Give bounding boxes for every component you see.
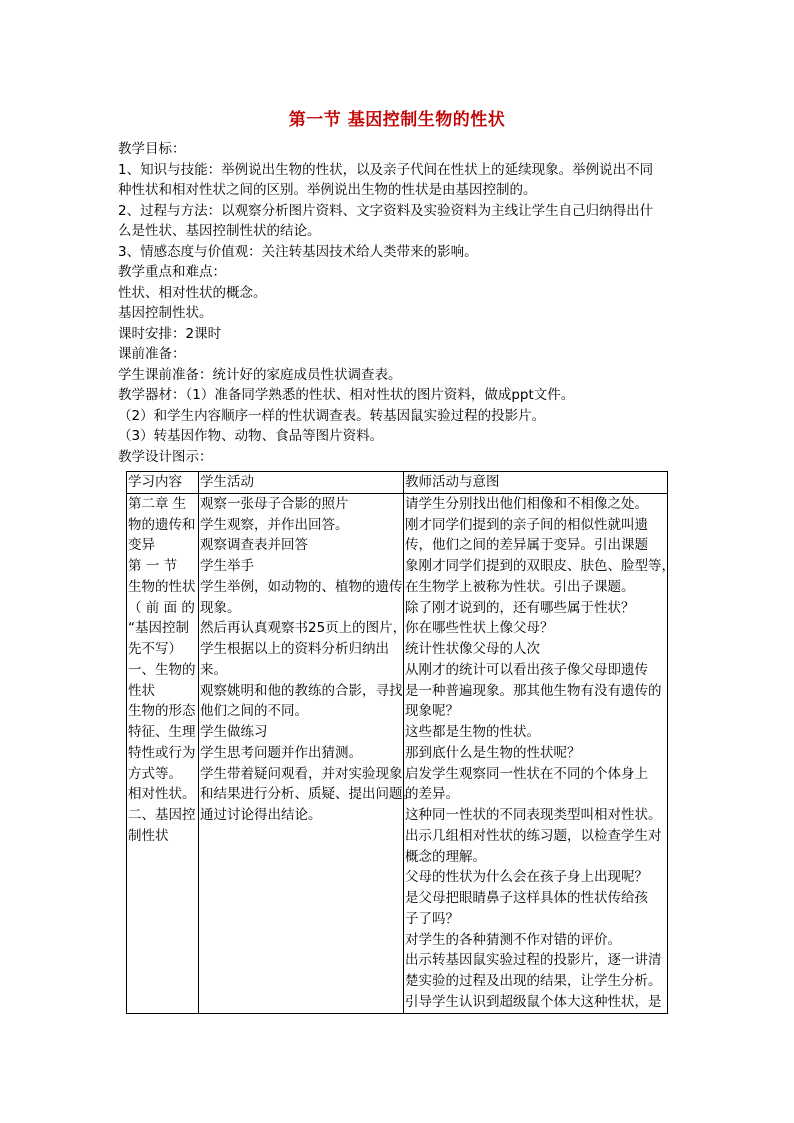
cell-text: 是一种普遍现象。那其他生物有没有遗传的: [405, 682, 662, 699]
cell-text: 相对性状。: [128, 786, 196, 803]
cell-text: 子了吗？: [405, 910, 459, 927]
cell-text: 出示转基因鼠实验过程的投影片，逐一讲清: [405, 952, 662, 969]
cell-text: 第二章 生: [128, 495, 187, 512]
cell-text: 启发学生观察同一性状在不同的个体身上: [405, 765, 648, 782]
cell-text: 概念的理解。: [405, 848, 486, 865]
cell-text: 学生带着疑问观看，并对实验现象: [200, 765, 403, 782]
learning-content-cell: [127, 493, 199, 1013]
cell-text: 现象。: [200, 599, 241, 616]
text-line: 3、情感态度与价值观：关注转基因技术给人类带来的影响。: [118, 243, 478, 260]
page-title: 第一节 基因控制生物的性状: [288, 110, 506, 130]
text-line: （3）转基因作物、动物、食品等图片资料。: [118, 428, 384, 444]
cell-text: 方式等。: [128, 765, 182, 782]
cell-text: 生物的形态: [128, 703, 196, 720]
text-line: 1、知识与技能：举例说出生物的性状，以及亲子代间在性状上的延续现象。举例说出不同: [118, 161, 654, 178]
cell-text: 和结果进行分析、质疑、提出问题。: [200, 786, 416, 803]
cell-text: 一、生物的: [128, 661, 196, 678]
text-line: 教学设计图示：: [118, 448, 213, 465]
text-line: 课时安排：2课时: [118, 325, 222, 342]
text-line: 教学器材：（1）准备同学熟悉的性状、相对性状的图片资料，做成ppt文件。: [118, 387, 575, 403]
text-line: 种性状和相对性状之间的区别。举例说出生物的性状是由基因控制的。: [118, 182, 537, 198]
cell-text: 观察一张母子合影的照片: [200, 495, 349, 512]
header-cell: 学习内容: [127, 472, 199, 494]
cell-text: 变异: [128, 537, 155, 554]
cell-text: 引导学生认识到超级鼠个体大这种性状，是: [405, 993, 662, 1010]
text-line: 2、过程与方法：以观察分析图片资料、文字资料及实验资料为主线让学生自己归纳得出什: [118, 202, 654, 219]
text-line: 教学目标：: [118, 141, 186, 157]
cell-text: 他们之间的不同。: [200, 703, 308, 720]
cell-text: “基因控制: [128, 620, 189, 637]
cell-text: 先不写）: [128, 641, 182, 657]
cell-text: 从刚才的统计可以看出孩子像父母即遗传: [405, 661, 648, 678]
cell-text: 特征、生理: [128, 724, 196, 740]
cell-text: 对学生的各种猜测不作对错的评价。: [405, 931, 621, 948]
cell-text: 物的遗传和: [128, 516, 196, 533]
cell-text: 通过讨论得出结论。: [200, 807, 322, 823]
cell-text: 除了刚才说到的，还有哪些属于性状？: [405, 599, 635, 616]
cell-text: 出示几组相对性状的练习题，以检查学生对: [405, 827, 662, 844]
text-line: 么是性状、基因控制性状的结论。: [118, 223, 321, 239]
cell-text: 那到底什么是生物的性状呢？: [405, 744, 581, 761]
cell-text: 的差异。: [405, 786, 459, 803]
text-line: 教学重点和难点：: [118, 264, 226, 280]
header-cell: 学生活动: [199, 472, 404, 494]
cell-text: 观察姚明和他的教练的合影，寻找: [200, 682, 403, 699]
text-line: （2）和学生内容顺序一样的性状调查表。转基因鼠实验过程的投影片。: [118, 407, 546, 424]
header-cell: 教师活动与意图: [404, 472, 668, 494]
text-line: 性状、相对性状的概念。: [118, 284, 267, 301]
cell-text: 第 一 节: [128, 558, 178, 574]
cell-text: 然后再认真观察书25页上的图片，: [200, 620, 407, 637]
cell-text: （ 前 面 的: [128, 599, 195, 616]
teaching-design-table: [126, 471, 675, 1014]
cell-text: 学生做练习: [200, 724, 268, 740]
cell-text: 特性或行为: [128, 744, 196, 761]
cell-text: 性状: [128, 682, 155, 699]
cell-text: 制性状: [128, 827, 169, 844]
table-header-row: [127, 472, 668, 494]
cell-text: 这些都是生物的性状。: [405, 724, 540, 740]
cell-text: 学生举手: [200, 558, 254, 574]
table-row: [127, 493, 668, 1013]
teacher-activity-cell: [404, 493, 675, 1013]
cell-text: 生物的性状: [128, 578, 196, 595]
cell-text: 观察调查表并回答: [200, 537, 308, 554]
cell-text: 象刚才同学们提到的双眼皮、肤色、脸型等，: [405, 558, 675, 574]
cell-text: 学生根据以上的资料分析归纳出: [200, 641, 389, 657]
cell-text: 学生举例，如动物的、植物的遗传: [200, 578, 403, 595]
cell-text: 学生思考问题并作出猜测。: [200, 744, 362, 761]
cell-text: 父母的性状为什么会在孩子身上出现呢？: [405, 869, 648, 886]
cell-text: 你在哪些性状上像父母？: [405, 620, 554, 637]
cell-text: 在生物学上被称为性状。引出子课题。: [405, 578, 635, 595]
cell-text: 学生观察，并作出回答。: [200, 516, 349, 533]
cell-text: 请学生分别找出他们相像和不相像之处。: [405, 495, 648, 512]
cell-text: 来。: [200, 661, 227, 678]
text-line: 学生课前准备：统计好的家庭成员性状调查表。: [118, 366, 402, 383]
cell-text: 传，他们之间的差异属于变异。引出课题: [405, 537, 648, 554]
cell-text: 是父母把眼睛鼻子这样具体的性状传给孩: [405, 890, 648, 906]
text-line: 基因控制性状。: [118, 305, 213, 321]
cell-text: 统计性状像父母的人次: [405, 641, 540, 657]
cell-text: 二、基因控: [128, 807, 196, 823]
cell-text: 这种同一性状的不同表现类型叫相对性状。: [405, 807, 662, 823]
lesson-plan-text: [118, 139, 680, 467]
cell-text: 刚才同学们提到的亲子间的相似性就叫遗: [405, 516, 648, 533]
cell-text: 楚实验的过程及出现的结果，让学生分析。: [405, 973, 662, 989]
text-line: 课前准备：: [118, 346, 186, 362]
student-activity-cell: [199, 493, 416, 1013]
cell-text: 现象呢？: [405, 703, 459, 720]
